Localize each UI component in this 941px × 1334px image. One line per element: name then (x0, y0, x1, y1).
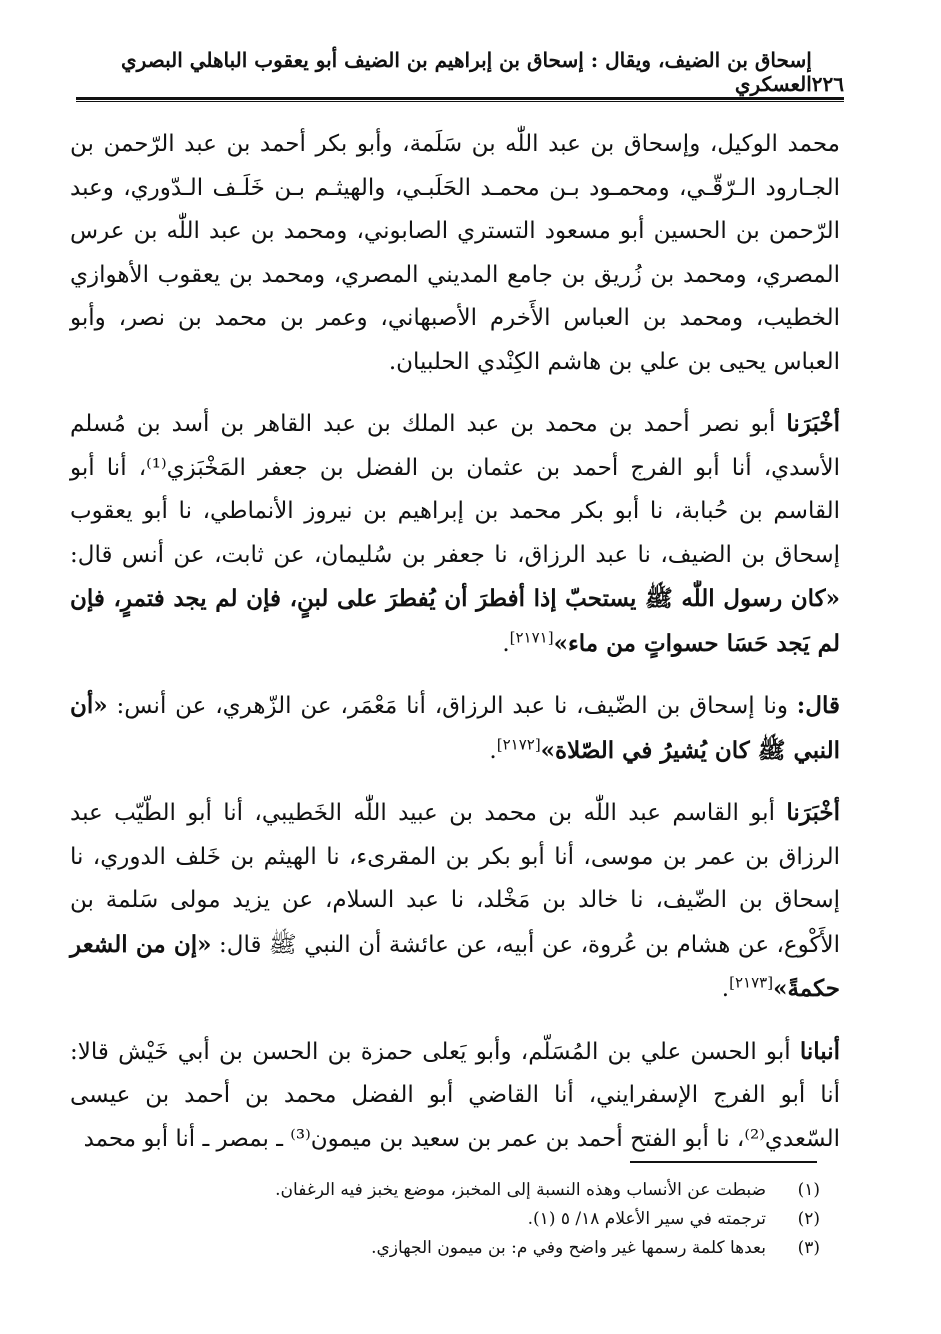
paragraph-text: ونا إسحاق بن الضّيف، نا عبد الرزاق، أنا مَعْمَر، عن الزّهري، عن أنس: (116, 693, 788, 719)
footnote-text: ترجمته في سير الأعلام ١٨/ ٥ (١). (527, 1209, 766, 1229)
hadith-quote: «كان رسول اللّٰه ﷺ يستحبّ إذا أفطرَ أن يُفطرَ على لبنٍ، فإن لم يجد فتمرٍ، فإن لم يَجد حَسَا حسواتٍ من ماء» (70, 585, 840, 657)
paragraph-lead: أخْبَرَنا (786, 799, 840, 826)
footnote-text: بعدها كلمة رسمها غير واضح وفي م: بن ميمون الجهازي. (371, 1238, 766, 1258)
footnote-text: ضبطت عن الأنساب وهذه النسبة إلى المخبز، موضع يخبز فيه الرغفان. (275, 1180, 766, 1200)
hadith-quote: «إن من الشعر حكمةً» (70, 930, 840, 1002)
footnote-rule (630, 1161, 817, 1163)
paragraph: أخْبَرَنا أبو نصر أحمد بن محمد بن عبد الملك بن عبد القاهر بن أسد بن مُسلم الأسدي، أنا أبو الفرج أحمد بن عثمان بن الفضل بن جعفر المَخْبَزي⁽¹⁾، أنا أبو القاسم بن حُبابة، نا أبو بكر محمد بن إبراهيم بن نيروز الأنماطي، نا أبو يعقوب إسحاق بن الضيف، نا عبد الرزاق، نا جعفر بن سُليمان، عن ثابت، عن أنس قال: «كان رسول اللّٰه ﷺ يستحبّ إذا أفطرَ أن يُفطرَ على لبنٍ، فإن لم يجد فتمرٍ، فإن لم يَجد حَسَا حسواتٍ من ماء»[٢١٧١]. (70, 410, 841, 657)
header-rule-thin (76, 101, 844, 102)
hadith-quote: «أن النبي ﷺ كان يُشيرُ في الصّلاة» (70, 692, 840, 764)
paragraph-lead: قال: (796, 692, 840, 719)
footnote-number: (١) (797, 1180, 820, 1200)
paragraph-text: محمد الوكيل، وإسحاق بن عبد اللّٰه بن سَلَمة، وأبو بكر أحمد بن عبد الرّحمن بن الجـارود الـرّقّـي، ومحمـود بـن محمـد الحَلَبـي، والهيثـم بـن خَلَـف الـدّوري، وعبد الرّحمن بن الحسين أبو مسعود التستري الصابوني، ومحمد بن عبد اللّٰه بن عرس المصري، ومحمد بن زُريق بن جامع المديني المصري، ومحمد بن يعقوب الأهوازي الخطيب، ومحمد بن العباس الأَخرم الأصبهاني، وعمر بن محمد بن نصر، وأبو العباس يحيى بن علي بن هاشم الكِنْدي الحلبيان. (70, 131, 840, 375)
paragraph (70, 1030, 840, 1162)
running-title: إسحاق بن الضيف، ويقال : إسحاق بن إبراهيم بن الضيف أبو يعقوب الباهلي البصري العسكري (121, 48, 812, 96)
paragraph: قال: ونا إسحاق بن الضّيف، نا عبد الرزاق، أنا مَعْمَر، عن الزّهري، عن أنس: «أن النبي ﷺ كان يُشيرُ في الصّلاة»[٢١٧٢]. (70, 692, 840, 764)
hadith-number: [٢١٧٣] (729, 973, 774, 992)
footnote (80, 1234, 820, 1263)
hadith-number: [٢١٧٢] (496, 734, 541, 753)
main-text (70, 122, 840, 1161)
footnote-number: (٢) (797, 1209, 820, 1229)
footnote-number: (٣) (797, 1238, 820, 1258)
footnote (80, 1205, 820, 1234)
header-rule (76, 97, 844, 100)
paragraph-text: أبو نصر أحمد بن محمد بن عبد الملك بن عبد القاهر بن أسد بن مُسلم الأسدي، أنا أبو الفرج أحمد بن عثمان بن الفضل بن جعفر المَخْبَزي⁽¹⁾، أنا أبو القاسم بن حُبابة، نا أبو بكر محمد بن إبراهيم بن نيروز الأنماطي، نا أبو يعقوب إسحاق بن الضيف، نا عبد الرزاق، نا جعفر بن سُليمان، عن ثابت، عن أنس قال: (70, 411, 841, 568)
page-header (76, 48, 844, 96)
page-number: ٢٢٦ (811, 72, 844, 96)
paragraph (70, 122, 840, 384)
footnotes (80, 1176, 820, 1263)
paragraph-text: أبو الحسن علي بن المُسَلّم، وأبو يَعلى حمزة بن الحسن بن أبي خَيْش قالا: أنا أبو الفرج الإسفرايني، أنا القاضي أبو الفضل محمد بن أحمد بن عيسى السّعدي⁽²⁾، نا أبو الفتح أحمد بن عمر بن سعيد بن ميمون⁽³⁾ ـ بمصر ـ أنا أبو محمد (70, 1038, 840, 1152)
footnote (80, 1176, 820, 1205)
paragraph-lead: أنبانا (799, 1037, 840, 1065)
paragraph: أخْبَرَنا أبو القاسم عبد اللّٰه بن محمد بن عبيد اللّٰه الخَطيبي، أنا أبو الطّيّب عبد الرزاق بن عمر بن موسى، أنا أبو بكر بن المقرىء، نا الهيثم بن خَلف الدوري، نا إسحاق بن الضّيف، نا خالد بن مَخْلد، نا عبد السلام، عن يزيد مولى سَلمة بن الأَكْوع، عن هشام بن عُروة، عن أبيه، عن عائشة أن النبي ﷺ قال: «إن من الشعر حكمةً»[٢١٧٣]. (70, 799, 840, 1002)
hadith-number: [٢١٧١] (509, 627, 554, 646)
paragraph-lead: أخْبَرَنا (786, 410, 841, 437)
paragraph-text: أبو القاسم عبد اللّٰه بن محمد بن عبيد اللّٰه الخَطيبي، أنا أبو الطّيّب عبد الرزاق بن عمر بن موسى، أنا أبو بكر بن المقرىء، نا الهيثم بن خَلف الدوري، نا إسحاق بن الضّيف، نا خالد بن مَخْلد، نا عبد السلام، عن يزيد مولى سَلمة بن الأَكْوع، عن هشام بن عُروة، عن أبيه، عن عائشة أن النبي ﷺ قال: (70, 800, 840, 958)
